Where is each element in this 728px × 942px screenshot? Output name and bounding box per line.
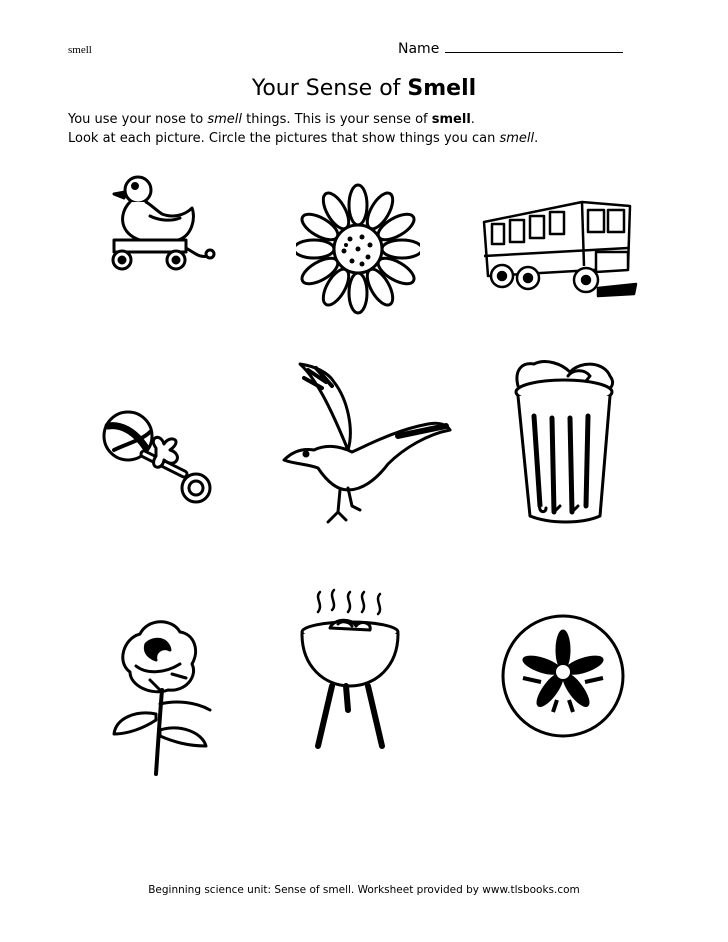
instr-bold: smell xyxy=(431,112,471,127)
instructions-line-1 xyxy=(68,110,538,129)
baby-rattle-icon[interactable] xyxy=(98,404,222,514)
fire-truck-icon[interactable] xyxy=(478,196,642,300)
rose-icon[interactable] xyxy=(106,614,218,784)
instr-text: . xyxy=(470,112,475,127)
trash-can-icon[interactable] xyxy=(510,356,620,532)
instructions xyxy=(68,110,538,148)
instr-text: Look at each picture. Circle the pictures that show things you can xyxy=(68,131,500,146)
barbecue-grill-icon[interactable] xyxy=(298,586,402,762)
topic-label: smell xyxy=(68,44,92,56)
instr-italic: smell xyxy=(499,131,535,146)
name-field[interactable] xyxy=(398,40,623,57)
instr-italic: smell xyxy=(207,112,242,127)
sand-dollar-icon[interactable] xyxy=(498,612,628,740)
name-blank-line[interactable] xyxy=(445,40,623,53)
seagull-icon[interactable] xyxy=(278,360,454,530)
instructions-line-2 xyxy=(68,129,538,148)
sunflower-icon[interactable] xyxy=(296,180,420,318)
instr-text: . xyxy=(534,131,539,146)
instr-text: things. This is your sense of xyxy=(242,112,432,127)
page-title xyxy=(0,76,728,101)
title-bold: Smell xyxy=(407,76,477,101)
duck-pull-toy-icon[interactable] xyxy=(100,168,220,288)
instr-text: You use your nose to xyxy=(68,112,208,127)
footer-note: Beginning science unit: Sense of smell. Worksheet provided by www.tlsbooks.com xyxy=(148,884,580,896)
title-prefix: Your Sense of xyxy=(251,76,408,101)
name-label: Name xyxy=(398,41,440,57)
